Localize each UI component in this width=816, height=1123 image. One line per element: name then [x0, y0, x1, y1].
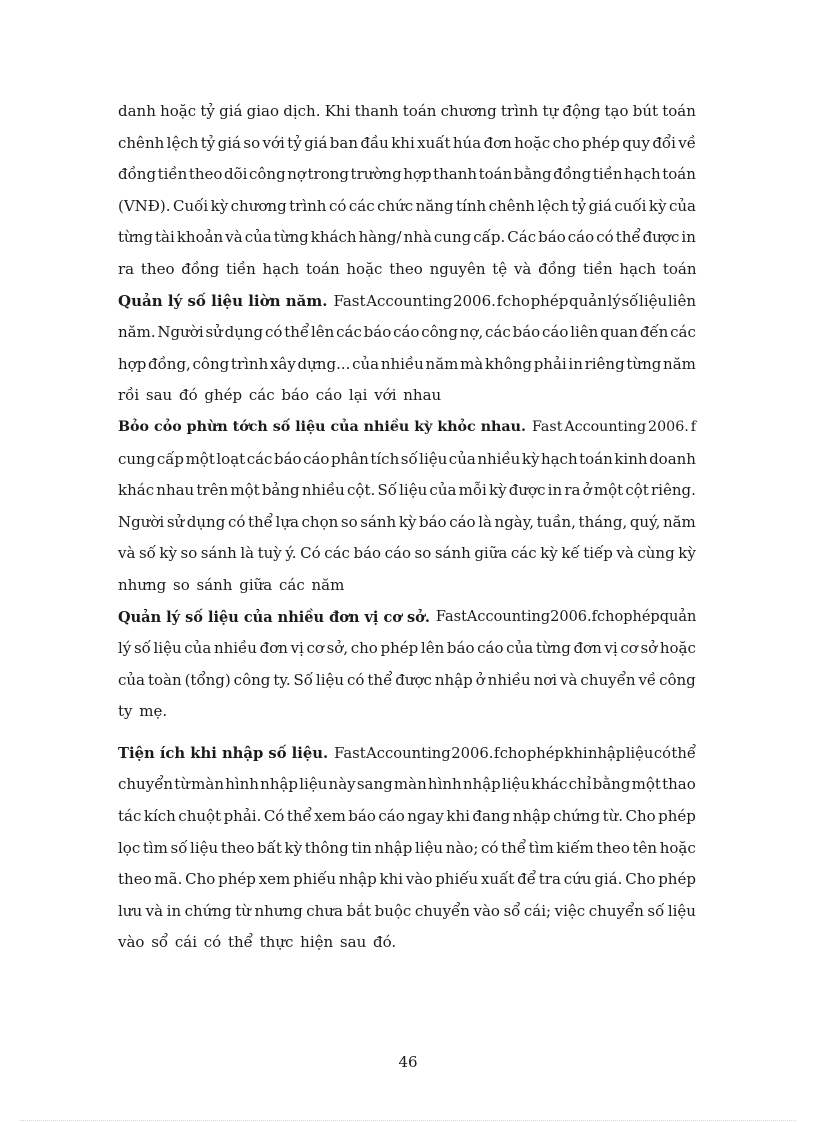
text-line — [118, 633, 696, 665]
line-text: ty mẹ. — [118, 702, 168, 721]
text-line — [118, 538, 696, 570]
text-line — [118, 927, 696, 959]
text-line — [118, 159, 696, 191]
text-line — [118, 896, 696, 928]
line-text: lý số liệu của nhiều đơn vị cơ sở, cho phép lên báo cáo của từng đơn vị cơ sở hoặc — [118, 639, 696, 658]
text-line — [118, 475, 696, 507]
line-text: lọc tìm số liệu theo bất kỳ thông tin nhập liệu nào; có thể tìm kiếm theo tên hoặc — [118, 838, 696, 857]
line-text: chênh lệch tỷ giá so với tỷ giá ban đầu khi xuất húa đơn hoặc cho phép quy đổi về — [118, 133, 696, 152]
paragraph — [118, 96, 696, 286]
text-line — [118, 665, 696, 697]
text-line — [118, 444, 696, 476]
text-line — [118, 254, 696, 286]
text-line — [118, 191, 696, 223]
line-text: (VNĐ). Cuối kỳ chương trình có các chức năng tính chênh lệch tỷ giá cuối kỳ của — [118, 196, 696, 215]
line-text: và số kỳ so sánh là tuỳ ý. Có các báo cáo so sánh giữa các kỳ kế tiếp và cùng kỳ — [118, 544, 696, 563]
line-text: hợp đồng, công trình xây dựng... của nhiều năm mà không phải in riêng từng năm — [118, 354, 696, 373]
line-text: từng tài khoản và của từng khách hàng/ nhà cung cấp. Các báo cáo có thể được in — [118, 228, 696, 247]
text-line — [118, 864, 696, 896]
line-text: khác nhau trên một bảng nhiều cột. Số liệu của mỗi kỳ được in ra ở một cột riêng. — [118, 481, 696, 500]
line-text: danh hoặc tỷ giá giao dịch. Khi thanh toán chương trình tự động tạo bút toán — [118, 102, 696, 120]
paragraph-heading: Quản lý số liệu của nhiều đơn vị cơ sở. — [118, 608, 430, 626]
paragraph — [118, 286, 696, 412]
line-text: chuyển từ màn hình nhập liệu này sang màn hình nhập liệu khác chỉ bằng một thao — [118, 775, 696, 794]
line-text: Fast Accounting 2006. f cho phép quản — [435, 608, 697, 625]
text-line — [118, 801, 696, 833]
text-line — [118, 349, 696, 381]
paragraph — [118, 412, 696, 602]
text-line — [118, 96, 696, 128]
line-text: lưu và in chứng từ nhưng chưa bắt buộc chuyển vào sổ cái; việc chuyển số liệu — [118, 901, 696, 920]
paragraph — [118, 602, 696, 728]
line-text: tác kích chuột phải. Có thể xem báo cáo ngay khi đang nhập chứng từ. Cho phép — [118, 807, 696, 826]
line-text: của toàn (tổng) công ty. Số liệu có thể được nhập ở nhiều nơi và chuyển về công — [118, 670, 696, 689]
body-text — [118, 96, 696, 959]
page-number: 46 — [398, 1053, 418, 1071]
text-line — [118, 769, 696, 801]
line-text: Người sử dụng có thể lựa chọn so sánh kỳ báo cáo là ngày, tuần, tháng, quý, năm — [118, 512, 696, 531]
line-text: năm. Người sử dụng có thể lên các báo cáo công nợ, các báo cáo liên quan đến các — [118, 323, 696, 342]
text-line — [118, 128, 696, 160]
line-text: rồi sau đó ghép các báo cáo lại với nhau — [118, 386, 442, 405]
paragraph-heading: Bỏo cỏo phừn tớch số liệu của nhiều kỳ khỏc nhau. — [118, 418, 526, 435]
text-line — [118, 317, 696, 349]
line-text: vào sổ cái có thể thực hiện sau đó. — [118, 933, 397, 952]
paragraph-gap — [118, 728, 696, 738]
text-line — [118, 380, 696, 412]
line-text: Fast Accounting 2006. f cho phép quản lý số liệu liên — [333, 291, 696, 310]
text-line — [118, 570, 696, 602]
line-text: Fast Accounting 2006. f cho phép khi nhập liệu có thể — [334, 744, 696, 762]
text-line — [118, 222, 696, 254]
paragraph — [118, 738, 696, 959]
line-text: cung cấp một loạt các báo cáo phân tích số liệu của nhiều kỳ hạch toán kinh doanh — [118, 449, 696, 468]
paragraph-heading: Tiện ích khi nhập số liệu. — [118, 744, 329, 762]
text-line — [118, 507, 696, 539]
text-line — [118, 738, 696, 770]
line-text: theo mã. Cho phép xem phiếu nhập khi vào phiếu xuất để tra cứu giá. Cho phép — [118, 870, 696, 889]
text-line — [118, 833, 696, 865]
line-text: nhưng so sánh giữa các năm — [118, 575, 345, 594]
page-bottom-rule — [20, 1120, 796, 1121]
line-text: ra theo đồng tiền hạch toán hoặc theo nguyên tệ và đồng tiền hạch toán — [118, 259, 697, 278]
text-line — [118, 286, 696, 318]
text-line — [118, 602, 696, 634]
line-text: đồng tiền theo dõi công nợ trong trường hợp thanh toán bằng đồng tiền hạch toán — [118, 165, 696, 184]
paragraph-heading: Quản lý số liệu liờn năm. — [118, 291, 328, 310]
text-line — [118, 412, 696, 444]
text-line — [118, 696, 696, 728]
line-text: Fast Accounting 2006. f — [531, 418, 696, 435]
